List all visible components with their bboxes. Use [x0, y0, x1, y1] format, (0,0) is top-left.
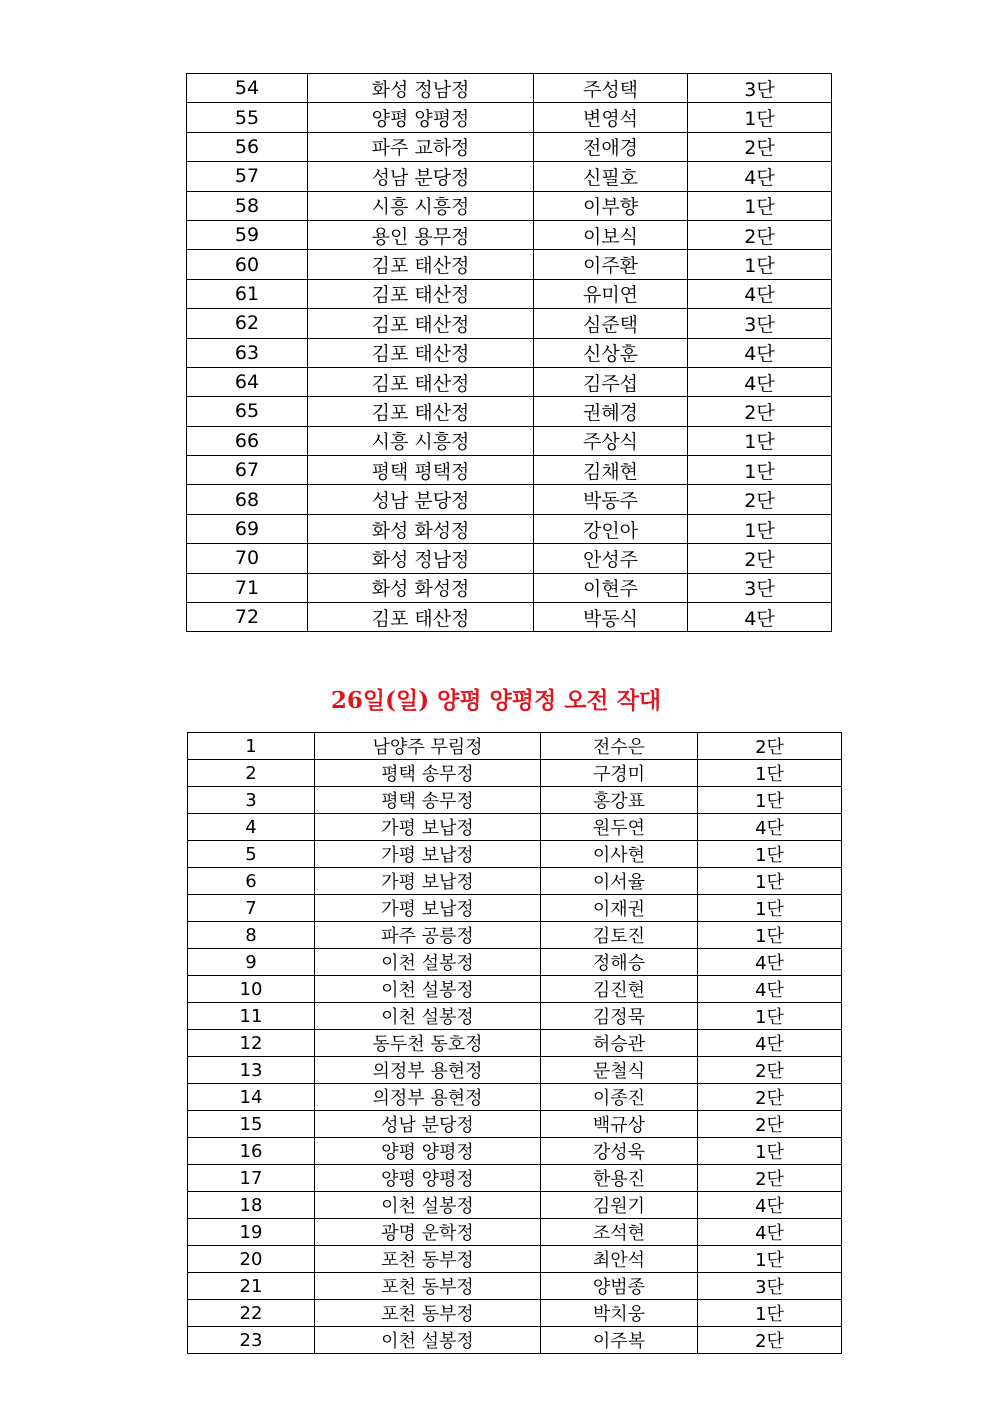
table-row [188, 1219, 842, 1246]
table-row [187, 220, 832, 249]
cell-number: 66 [187, 426, 308, 455]
cell-rank: 3단 [688, 74, 832, 103]
table-row [187, 162, 832, 191]
cell-club: 포천 동부정 [315, 1246, 541, 1273]
cell-number: 56 [187, 132, 308, 161]
cell-club: 김포 태산정 [308, 338, 534, 367]
section-title: 26일(일) 양평 양평정 오전 작대 [330, 687, 662, 714]
cell-rank: 2단 [698, 1327, 842, 1354]
table-row [188, 895, 842, 922]
cell-rank: 2단 [688, 220, 832, 249]
cell-club: 이천 설봉정 [315, 949, 541, 976]
table-row [188, 949, 842, 976]
cell-name: 백규상 [541, 1111, 698, 1138]
cell-rank: 2단 [698, 1165, 842, 1192]
cell-club: 양평 양평정 [315, 1165, 541, 1192]
cell-number: 72 [187, 603, 308, 632]
cell-club: 가평 보납정 [315, 868, 541, 895]
cell-rank: 4단 [698, 1219, 842, 1246]
cell-club: 포천 동부정 [315, 1300, 541, 1327]
cell-rank: 1단 [698, 1138, 842, 1165]
cell-number: 1 [188, 733, 315, 760]
table-row [188, 1084, 842, 1111]
table-row [187, 103, 832, 132]
cell-name: 신상훈 [534, 338, 688, 367]
cell-club: 양평 양평정 [315, 1138, 541, 1165]
cell-number: 11 [188, 1003, 315, 1030]
cell-number: 8 [188, 922, 315, 949]
cell-name: 변영석 [534, 103, 688, 132]
table-row [188, 1192, 842, 1219]
cell-number: 16 [188, 1138, 315, 1165]
cell-rank: 3단 [698, 1273, 842, 1300]
table-row [188, 1246, 842, 1273]
cell-club: 가평 보납정 [315, 841, 541, 868]
table-row [188, 787, 842, 814]
cell-name: 이주복 [541, 1327, 698, 1354]
table-row [187, 456, 832, 485]
table-row [187, 544, 832, 573]
cell-name: 김원기 [541, 1192, 698, 1219]
cell-name: 전애경 [534, 132, 688, 161]
cell-club: 화성 화성정 [308, 514, 534, 543]
cell-name: 이현주 [534, 573, 688, 602]
cell-number: 13 [188, 1057, 315, 1084]
cell-name: 주성택 [534, 74, 688, 103]
cell-name: 심준택 [534, 309, 688, 338]
cell-name: 이재권 [541, 895, 698, 922]
cell-club: 김포 태산정 [308, 367, 534, 396]
cell-rank: 2단 [688, 485, 832, 514]
cell-number: 58 [187, 191, 308, 220]
cell-number: 63 [187, 338, 308, 367]
cell-name: 박동식 [534, 603, 688, 632]
cell-number: 2 [188, 760, 315, 787]
cell-number: 71 [187, 573, 308, 602]
cell-rank: 2단 [698, 1111, 842, 1138]
cell-name: 이주환 [534, 250, 688, 279]
roster-table-2-body [188, 733, 842, 1354]
table-row [187, 485, 832, 514]
cell-club: 김포 태산정 [308, 603, 534, 632]
cell-rank: 1단 [698, 787, 842, 814]
cell-rank: 1단 [688, 250, 832, 279]
cell-name: 양범종 [541, 1273, 698, 1300]
table-row [187, 514, 832, 543]
cell-number: 62 [187, 309, 308, 338]
cell-club: 이천 설봉정 [315, 1327, 541, 1354]
cell-number: 14 [188, 1084, 315, 1111]
table-row [188, 1111, 842, 1138]
table-row [187, 573, 832, 602]
cell-rank: 1단 [698, 841, 842, 868]
cell-number: 60 [187, 250, 308, 279]
cell-name: 원두연 [541, 814, 698, 841]
table-row [188, 1327, 842, 1354]
cell-club: 시흥 시흥정 [308, 191, 534, 220]
table-row [187, 338, 832, 367]
cell-rank: 4단 [688, 367, 832, 396]
table-row [187, 397, 832, 426]
cell-rank: 1단 [698, 1003, 842, 1030]
cell-rank: 4단 [688, 279, 832, 308]
cell-name: 김정묵 [541, 1003, 698, 1030]
cell-rank: 4단 [688, 338, 832, 367]
cell-rank: 4단 [688, 162, 832, 191]
cell-rank: 1단 [688, 426, 832, 455]
table-row [188, 868, 842, 895]
cell-club: 양평 양평정 [308, 103, 534, 132]
table-row [188, 922, 842, 949]
table-row [188, 1165, 842, 1192]
cell-name: 강성욱 [541, 1138, 698, 1165]
cell-rank: 4단 [698, 814, 842, 841]
table-row [188, 1030, 842, 1057]
cell-name: 전수은 [541, 733, 698, 760]
cell-number: 61 [187, 279, 308, 308]
cell-rank: 1단 [698, 895, 842, 922]
table-row [188, 1003, 842, 1030]
cell-club: 포천 동부정 [315, 1273, 541, 1300]
cell-club: 파주 공릉정 [315, 922, 541, 949]
cell-club: 성남 분당정 [308, 162, 534, 191]
cell-number: 12 [188, 1030, 315, 1057]
cell-club: 평택 송무정 [315, 760, 541, 787]
cell-name: 조석현 [541, 1219, 698, 1246]
cell-rank: 1단 [688, 456, 832, 485]
cell-name: 홍강표 [541, 787, 698, 814]
cell-rank: 4단 [698, 949, 842, 976]
cell-club: 의정부 용현정 [315, 1057, 541, 1084]
cell-club: 의정부 용현정 [315, 1084, 541, 1111]
table-row [187, 426, 832, 455]
cell-name: 김진현 [541, 976, 698, 1003]
cell-club: 화성 정남정 [308, 74, 534, 103]
cell-club: 이천 설봉정 [315, 1192, 541, 1219]
table-row [188, 1300, 842, 1327]
cell-name: 김주섭 [534, 367, 688, 396]
cell-rank: 1단 [698, 922, 842, 949]
cell-name: 주상식 [534, 426, 688, 455]
cell-club: 동두천 동호정 [315, 1030, 541, 1057]
cell-club: 평택 평택정 [308, 456, 534, 485]
cell-name: 이사현 [541, 841, 698, 868]
cell-number: 54 [187, 74, 308, 103]
table-row [187, 74, 832, 103]
cell-name: 안성주 [534, 544, 688, 573]
cell-number: 59 [187, 220, 308, 249]
table-row [188, 733, 842, 760]
cell-name: 권혜경 [534, 397, 688, 426]
cell-name: 정해승 [541, 949, 698, 976]
cell-rank: 4단 [688, 603, 832, 632]
cell-name: 김채현 [534, 456, 688, 485]
cell-number: 19 [188, 1219, 315, 1246]
cell-number: 6 [188, 868, 315, 895]
roster-table-1-body [187, 74, 832, 632]
cell-rank: 1단 [698, 760, 842, 787]
cell-name: 신필호 [534, 162, 688, 191]
cell-club: 김포 태산정 [308, 309, 534, 338]
cell-rank: 2단 [698, 1084, 842, 1111]
table-row [187, 279, 832, 308]
table-row [187, 191, 832, 220]
cell-club: 파주 교하정 [308, 132, 534, 161]
cell-name: 최안석 [541, 1246, 698, 1273]
cell-number: 4 [188, 814, 315, 841]
cell-rank: 1단 [698, 868, 842, 895]
cell-name: 이부향 [534, 191, 688, 220]
cell-rank: 1단 [688, 191, 832, 220]
cell-number: 7 [188, 895, 315, 922]
cell-name: 유미연 [534, 279, 688, 308]
cell-number: 67 [187, 456, 308, 485]
cell-rank: 3단 [688, 309, 832, 338]
cell-number: 22 [188, 1300, 315, 1327]
cell-name: 김토진 [541, 922, 698, 949]
table-row [187, 250, 832, 279]
cell-number: 69 [187, 514, 308, 543]
roster-table-2 [187, 732, 842, 1354]
cell-number: 17 [188, 1165, 315, 1192]
cell-club: 광명 운학정 [315, 1219, 541, 1246]
cell-number: 70 [187, 544, 308, 573]
cell-club: 김포 태산정 [308, 397, 534, 426]
cell-number: 57 [187, 162, 308, 191]
table-row [188, 976, 842, 1003]
cell-name: 박동주 [534, 485, 688, 514]
table-row [187, 367, 832, 396]
table-row [188, 841, 842, 868]
cell-name: 구경미 [541, 760, 698, 787]
cell-rank: 2단 [688, 544, 832, 573]
cell-rank: 1단 [688, 514, 832, 543]
cell-rank: 4단 [698, 976, 842, 1003]
cell-club: 가평 보납정 [315, 814, 541, 841]
table-row [188, 814, 842, 841]
cell-club: 가평 보납정 [315, 895, 541, 922]
cell-rank: 2단 [688, 397, 832, 426]
cell-number: 3 [188, 787, 315, 814]
cell-number: 64 [187, 367, 308, 396]
cell-rank: 4단 [698, 1192, 842, 1219]
cell-number: 5 [188, 841, 315, 868]
cell-number: 9 [188, 949, 315, 976]
table-row [188, 1138, 842, 1165]
cell-club: 화성 화성정 [308, 573, 534, 602]
cell-name: 이보식 [534, 220, 688, 249]
cell-club: 평택 송무정 [315, 787, 541, 814]
table-row [187, 309, 832, 338]
cell-name: 박치웅 [541, 1300, 698, 1327]
table-row [188, 1273, 842, 1300]
cell-rank: 1단 [698, 1246, 842, 1273]
cell-club: 김포 태산정 [308, 250, 534, 279]
table-row [188, 760, 842, 787]
cell-rank: 2단 [698, 1057, 842, 1084]
cell-club: 이천 설봉정 [315, 976, 541, 1003]
cell-rank: 2단 [688, 132, 832, 161]
cell-name: 이종진 [541, 1084, 698, 1111]
cell-name: 한용진 [541, 1165, 698, 1192]
cell-number: 18 [188, 1192, 315, 1219]
cell-number: 15 [188, 1111, 315, 1138]
cell-club: 남양주 무림정 [315, 733, 541, 760]
cell-number: 55 [187, 103, 308, 132]
cell-club: 성남 분당정 [308, 485, 534, 514]
table-row [187, 603, 832, 632]
cell-club: 김포 태산정 [308, 279, 534, 308]
cell-rank: 1단 [688, 103, 832, 132]
cell-name: 강인아 [534, 514, 688, 543]
cell-rank: 1단 [698, 1300, 842, 1327]
table-row [187, 132, 832, 161]
cell-rank: 3단 [688, 573, 832, 602]
cell-number: 68 [187, 485, 308, 514]
cell-number: 10 [188, 976, 315, 1003]
table-row [188, 1057, 842, 1084]
cell-name: 허승관 [541, 1030, 698, 1057]
cell-club: 이천 설봉정 [315, 1003, 541, 1030]
cell-club: 용인 용무정 [308, 220, 534, 249]
cell-club: 시흥 시흥정 [308, 426, 534, 455]
cell-rank: 2단 [698, 733, 842, 760]
cell-number: 20 [188, 1246, 315, 1273]
roster-table-1 [186, 73, 832, 632]
cell-rank: 4단 [698, 1030, 842, 1057]
cell-number: 23 [188, 1327, 315, 1354]
cell-number: 21 [188, 1273, 315, 1300]
cell-club: 화성 정남정 [308, 544, 534, 573]
cell-number: 65 [187, 397, 308, 426]
cell-name: 문철식 [541, 1057, 698, 1084]
cell-name: 이서율 [541, 868, 698, 895]
cell-club: 성남 분당정 [315, 1111, 541, 1138]
